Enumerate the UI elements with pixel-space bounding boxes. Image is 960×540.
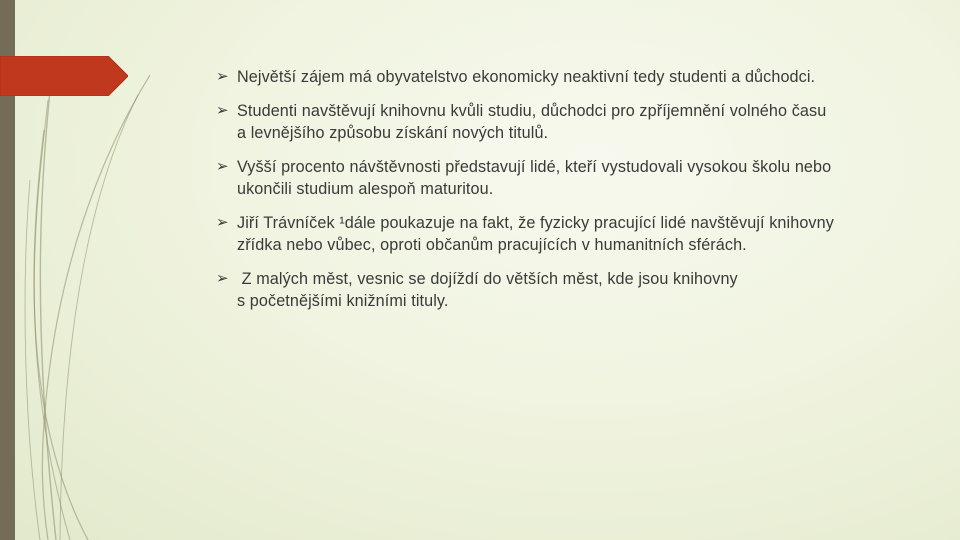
bullet-text-line: s početnějšími knižními tituly. bbox=[237, 292, 449, 310]
bullet-item bbox=[216, 156, 916, 200]
bullet-text-line: Největší zájem má obyvatelstvo ekonomicky neaktivní tedy studenti a důchodci. bbox=[237, 68, 816, 86]
bullet-item bbox=[216, 212, 916, 256]
bullet-item bbox=[216, 100, 916, 144]
accent-arrow-shape bbox=[0, 56, 128, 96]
bullet-text-line: zřídka nebo vůbec, oproti občanům pracujících v humanitních sférách. bbox=[237, 236, 747, 254]
bullet-text-line: Jiří Trávníček ¹dále poukazuje na fakt, že fyzicky pracující lidé navštěvují knihovny bbox=[237, 214, 834, 232]
bullet-text-line: Vyšší procento návštěvnosti představují lidé, kteří vystudovali vysokou školu nebo bbox=[237, 158, 832, 176]
bullet-item bbox=[216, 268, 916, 312]
arrow-bullet-icon: ➢ bbox=[216, 102, 229, 119]
bullet-list bbox=[216, 66, 916, 322]
arrow-bullet-icon: ➢ bbox=[216, 214, 229, 231]
arrow-bullet-icon: ➢ bbox=[216, 68, 229, 85]
bullet-text-line: Z malých měst, vesnic se dojíždí do větších měst, kde jsou knihovny bbox=[237, 270, 738, 288]
bullet-text-line: ukončili studium alespoň maturitou. bbox=[237, 180, 494, 198]
bullet-text-line: Studenti navštěvují knihovnu kvůli studiu, důchodci pro zpříjemnění volného času bbox=[237, 102, 827, 120]
arrow-bullet-icon: ➢ bbox=[216, 270, 229, 287]
arrow-bullet-icon: ➢ bbox=[216, 158, 229, 175]
bullet-text-line: a levnějšího způsobu získání nových titulů. bbox=[237, 124, 549, 142]
bullet-item bbox=[216, 66, 916, 88]
